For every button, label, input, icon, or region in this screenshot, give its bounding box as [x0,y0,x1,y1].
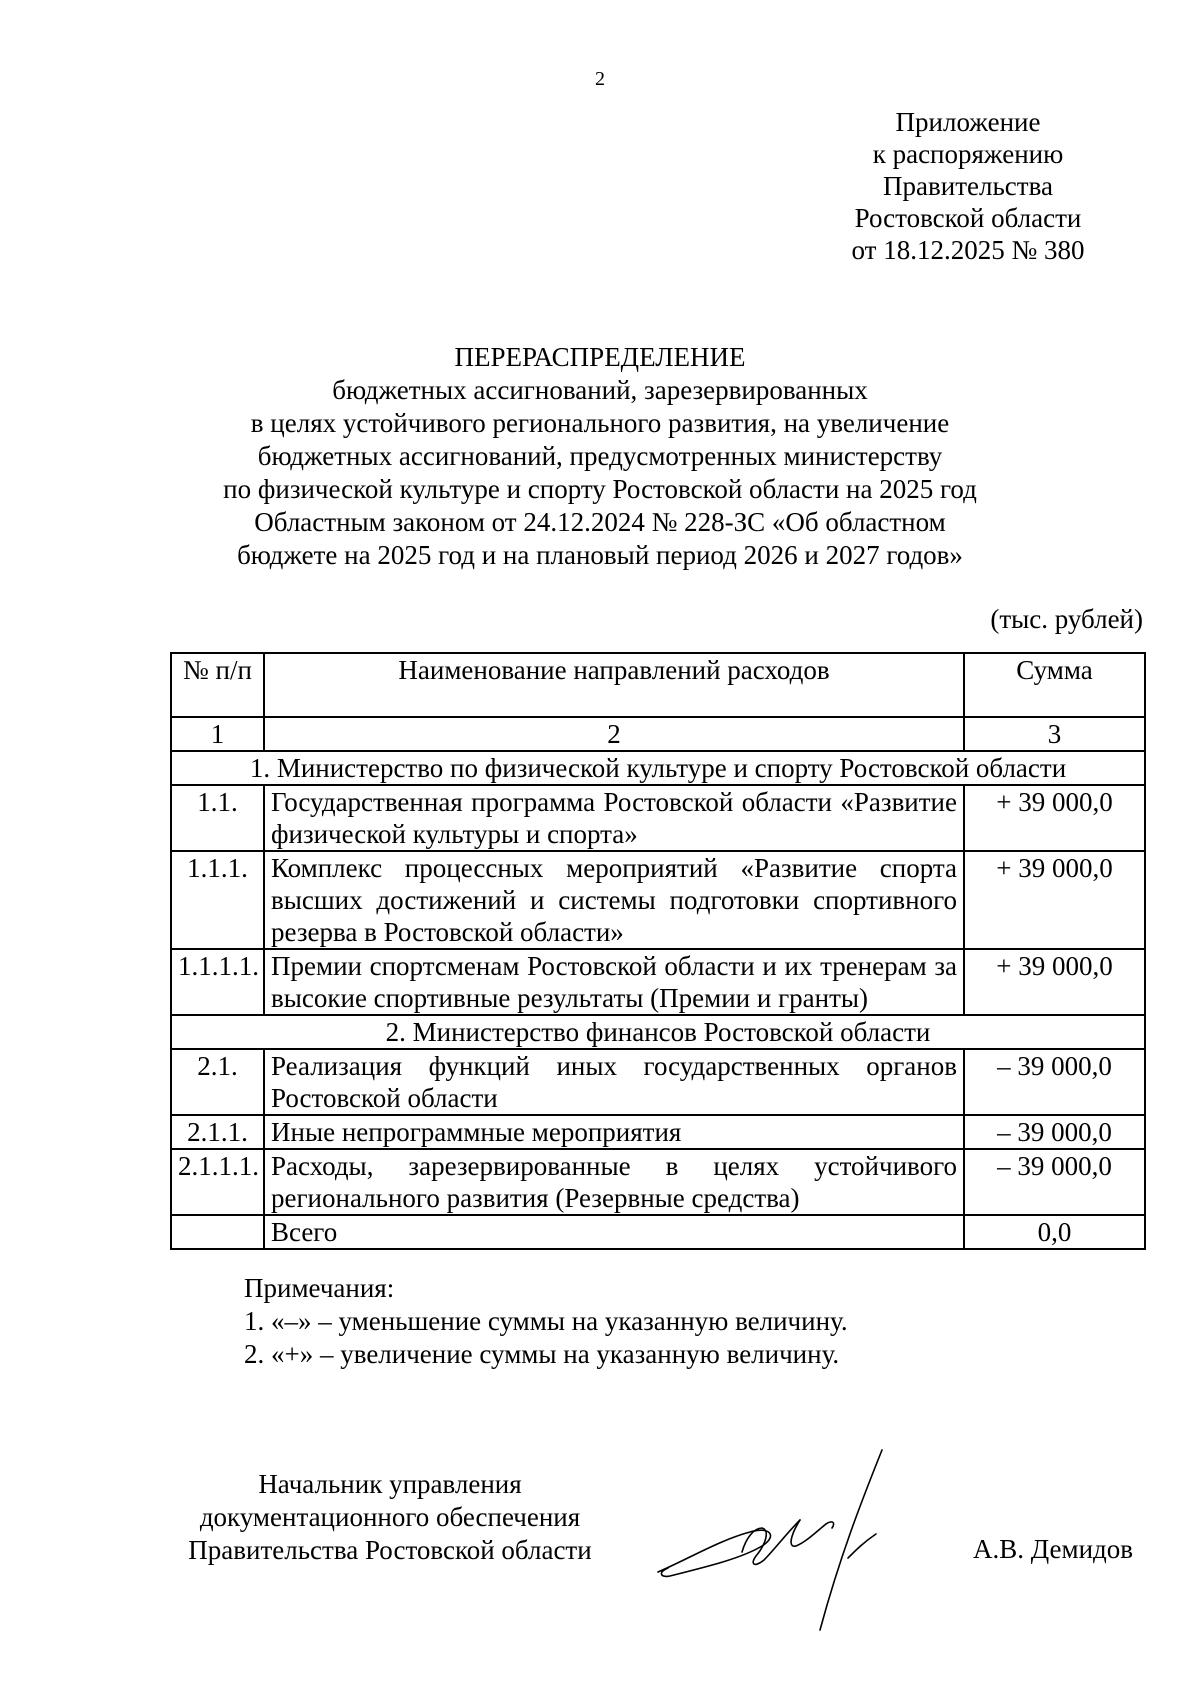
budget-table [170,652,1146,1250]
row-number: 2.1. [171,1049,264,1115]
title-line: в целях устойчивого регионального развития, на увеличение [250,408,950,438]
section-title: 2. Министерство финансов Ростовской области [171,1015,1145,1049]
section-row [171,1015,1145,1049]
header-sum: Сумма [964,653,1145,717]
notes-block [244,1272,848,1371]
table-header-row [171,653,1145,717]
header-name: Наименование направлений расходов [264,653,964,717]
row-sum: + 39 000,0 [964,949,1145,1015]
row-name: Реализация функций иных государственных органов Ростовской области [264,1049,964,1115]
section-title: 1. Министерство по физической культуре и спорту Ростовской области [171,751,1145,785]
section-row [171,751,1145,785]
row-number: 2.1.1.1. [171,1149,264,1215]
note-item: 2. «+» – увеличение суммы на указанную величину. [244,1339,840,1369]
row-sum: + 39 000,0 [964,851,1145,949]
row-sum: – 39 000,0 [964,1115,1145,1149]
position-line: документационного обеспечения [199,1502,581,1532]
table-row [171,851,1145,949]
total-sum: 0,0 [964,1215,1145,1249]
header-number: № п/п [171,653,264,717]
title-line: Областным законом от 24.12.2024 № 228-ЗС «Об областном [254,507,946,537]
row-number: 1.1.1.1. [171,949,264,1015]
row-number: 1.1. [171,785,264,851]
appendix-line: Приложение [895,107,1041,137]
table-row [171,949,1145,1015]
position-line: Правительства Ростовской области [188,1535,592,1565]
units-label: (тыс. рублей) [990,604,1143,634]
row-sum: + 39 000,0 [964,785,1145,851]
row-sum: – 39 000,0 [964,1149,1145,1215]
row-name: Иные непрограммные мероприятия [264,1115,964,1149]
appendix-block [818,106,1118,266]
note-item: 1. «–» – уменьшение суммы на указанную величину. [244,1306,848,1336]
signature-image [650,1440,950,1640]
appendix-line: Правительства [883,171,1053,201]
row-number: 2.1.1. [171,1115,264,1149]
total-row [171,1215,1145,1249]
column-number: 2 [264,717,964,751]
document-title [0,341,1200,572]
column-number: 3 [964,717,1145,751]
total-label: Всего [264,1215,964,1249]
table-row [171,1149,1145,1215]
column-numbers-row [171,717,1145,751]
signoff-position [170,1468,610,1567]
title-line: по физической культуре и спорту Ростовской области на 2025 год [223,474,977,504]
appendix-line: Ростовской области [854,203,1082,233]
column-number: 1 [171,717,264,751]
signer-name: А.В. Демидов [973,1534,1134,1564]
notes-title: Примечания: [244,1273,395,1303]
table-row [171,1115,1145,1149]
title-line: бюджете на 2025 год и на плановый период 2026 и 2027 годов» [237,540,963,570]
row-number: 1.1.1. [171,851,264,949]
row-name: Премии спортсменам Ростовской области и их тренерам за высокие спортивные результаты (Премии и гранты) [264,949,964,1015]
page-number: 2 [595,68,605,90]
title-line: бюджетных ассигнований, зарезервированных [332,375,868,405]
row-name: Государственная программа Ростовской области «Развитие физической культуры и спорта» [264,785,964,851]
table-row [171,1049,1145,1115]
row-name: Комплекс процессных мероприятий «Развитие спорта высших достижений и системы подготовки спортивного резерва в Ростовской области» [264,851,964,949]
row-sum: – 39 000,0 [964,1049,1145,1115]
table-row [171,785,1145,851]
title-heading: ПЕРЕРАСПРЕДЕЛЕНИЕ [454,342,746,372]
position-line: Начальник управления [258,1469,522,1499]
appendix-line: к распоряжению [872,139,1064,169]
title-line: бюджетных ассигнований, предусмотренных министерству [257,441,943,471]
row-name: Расходы, зарезервированные в целях устойчивого регионального развития (Резервные средства) [264,1149,964,1215]
appendix-date: от 18.12.2025 № 380 [851,235,1085,265]
